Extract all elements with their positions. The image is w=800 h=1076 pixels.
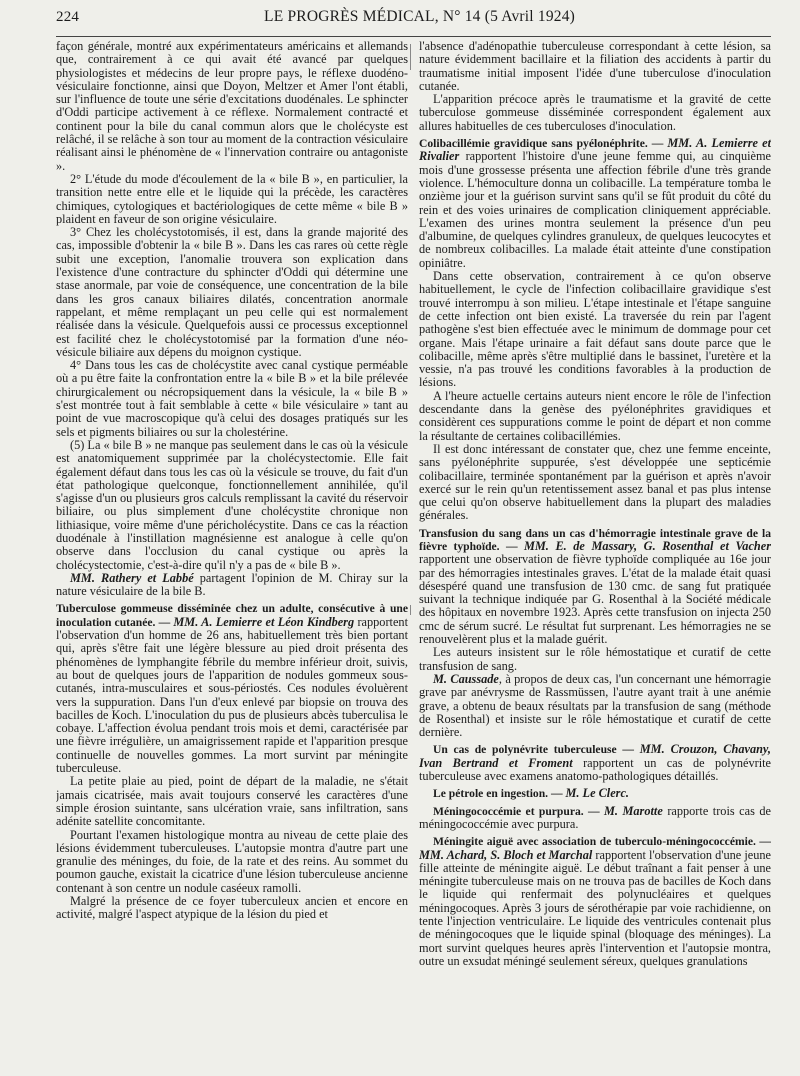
section-heading: Tuberculose gommeuse disséminée chez un adulte, consécutive à une inoculation cutanée. — — [56, 602, 408, 629]
author-names: MM. Crouzon, Chavany, Ivan Bertrand et Froment — [419, 742, 771, 770]
section-heading: Le pétrole en ingestion. — — [433, 787, 566, 801]
paragraph: La petite plaie au pied, point de départ de la maladie, ne s'était jamais cicatrisée, mais avait toujours conservé les caractères d'une simple érosion suintante, sans ulcération vraie, sans infiltration, sans adénite satellite concomitante. — [56, 774, 408, 829]
section-colibacillemie — [419, 137, 771, 270]
column-separator-top — [410, 44, 411, 70]
section-polynevrite — [419, 743, 771, 783]
paragraph: Il est donc intéressant de constater que, chez une femme enceinte, sans pyélonéphrite suppurée, s'est développée une septicémie colibacillaire, terminée spontanément par la guérison et après n'avoir exercé sur le rein qu'un retentissement assez banal et pas plus intense que celui qu'on observe habituellement dans la plupart des maladies générales. — [419, 441, 771, 523]
paragraph-text: rapportent l'observation d'un homme de 26 ans, habituellement très bien portant qui, après s'être fait une légère blessure au pied droit présenta des phénomènes de lymphangite fébrile du membre inférieur droit, suivis, au bout de quelques jours de l'apparition de nodules gommeux sous-cutanés, intra-musculaires et sous-périostés. Ces nodules évoluèrent vers la suppuration. Dans l'un d'eux enlevé par biopsie on trouva des bacilles de Koch. L'inoculation du pus de plusieurs abcès tuberculisa le cobaye. L'affection évolua pendant trois mois et demi, caractérisée par une fièvre irrégulière, un amaigrissement rapide et l'apparition presque continuelle de nouvelles gommes. La mort survint par méningite tuberculeuse. — [56, 614, 408, 776]
paragraph: Pourtant l'examen histologique montra au niveau de cette plaie des lésions évidemment tuberculeuses. L'autopsie montra d'autre part une granulie des méninges, du foie, de la rate et des reins. Au sommet du poumon gauche, existait la cicatrice d'une lésion tuberculeuse ancienne contenant à son centre un nodule caséeux ramolli. — [56, 827, 408, 895]
paragraph-text: , à propos de deux cas, l'un concernant une hémorragie grave par anévrysme de Rassmüssen, l'autre ayant trait à une anémie grave, a obtenu de beaux résultats par la transfusion de sang (méthode de Rosenthal) et insiste sur le rôle hémostatique et curatif de cette dernière. — [419, 671, 771, 740]
paragraph: Malgré la présence de ce foyer tuberculeux ancien et encore en activité, malgré l'aspect atypique de la lésion du pied et — [56, 894, 408, 922]
section-heading: Méningococcémie et purpura. — — [433, 804, 604, 818]
running-header — [56, 4, 760, 30]
author-names: M. Caussade — [433, 671, 499, 686]
paragraph: l'absence d'adénopathie tuberculeuse correspondant à cette lésion, sa nature évidemment bacillaire et la filiation des accidents à partir du traumatisme initial imposent l'idée d'une tuberculose d'inoculation cutanée. — [419, 40, 771, 93]
paragraph: (5) La « bile B » ne manque pas seulement dans le cas où la vésicule est anatomiquement supprimée par la cholécystectomie. Elle fait également défaut dans tous les cas où la vésicule se trouve, du fait d'un état pathologique quelconque, fonctionnellement annihilée, qu'il s'agisse d'un ou plusieurs gros calculs remplissant la cavité du réservoir biliaire, ou plus simplement d'une cholécystite chronique non lithiasique, voire même d'une péricholécystite. Dans ce cas la réaction duodénale à l'instillation magnésienne est analogue à celle qu'on observe dans l'occlusion du canal cystique ou après la cholécystectomie, c'est-à-dire qu'il n'y a pas de « bile B ». — [56, 437, 408, 572]
section-transfusion — [419, 527, 771, 647]
section-heading: Un cas de polynévrite tuberculeuse — — [433, 743, 640, 757]
section-petrole — [419, 787, 771, 800]
author-names: MM. A. Lemierre et Rivalier — [419, 136, 771, 164]
header-rule — [56, 36, 771, 37]
author-names: M. Le Clerc. — [565, 786, 629, 801]
section-heading: Méningite aiguë avec association de tuberculo-méningococcémie. — — [433, 835, 771, 849]
author-names: MM. Rathery et Labbé — [70, 570, 194, 585]
paragraph-text: partagent l'opinion de M. Chiray sur la nature vésiculaire de la bile B. — [56, 570, 408, 599]
column-separator-mark — [410, 605, 411, 615]
paragraph: 4° Dans tous les cas de cholécystite avec canal cystique perméable où a pu être faite la confrontation entre la « bile B » et la bile prélevée chirurgicalement ou nécropsiquement dans la vésicule, la « bile B » s'est montrée tout à fait semblable à cette « bile vésiculaire » tant au point de vue macroscopique qu'à celui des dosages pratiqués sur les sels et pigments biliaires ou sur la cholestérine. — [56, 358, 408, 439]
paragraph — [56, 572, 408, 599]
paragraph-text: rapportent l'histoire d'une jeune femme qui, au cinquième mois d'une grossesse présenta une affection fébrile d'une très grande violence. L'hémoculture donna un colibacille. La température tomba le onzième jour et la guérison survint sans qu'il se fût produit du côté du rein et des voies urinaires de complication cliniquement appréciable. L'examen des urines montra seulement la présence d'un peu d'albumine, de quelques cylindres granuleux, de quelques leucocytes et de nombreux colibacilles. La malade était atteinte d'une constipation opiniâtre. — [419, 149, 771, 270]
section-meningococcemie — [419, 805, 771, 832]
right-column — [419, 40, 771, 1070]
author-names: MM. A. Lemierre et Léon Kindberg — [173, 614, 355, 629]
paragraph: Dans cette observation, contrairement à ce qu'on observe habituellement, le cycle de l'infection colibacillaire gravidique s'est trouvé interrompu à son milieu. L'étape intestinale et l'étape sanguine de cette infection ont bien existé. La traversée du rein par l'agent pathogène s'est bien effectuée avec le minimum de dommage pour cet organe. Mais l'étape urinaire a fait défaut sans doute parce que le colibacille, même après s'être multiplié dans le bassinet, l'uretère et la vessie, n'a pas trouvé les conditions favorables à la production de lésions. — [419, 269, 771, 390]
paragraph-text: rapportent une observation de fièvre typhoïde compliquée au 16e jour par des hémorragies intestinales graves. L'état de la malade était quasi désespéré quand une transfusion de 130 cmc. de sang fut pratiquée suivant la technique indiquée par G. Rosenthal à la Société médicale des hôpitaux en novembre 1923. Après cette transfusion on injecta 250 cmc de sérum sucré. Le résultat fut surprenant. Les hémorragies ne se renouvelèrent plus et la malade guérit. — [419, 552, 771, 647]
paragraph: 3° Chez les cholécystotomisés, il est, dans la grande majorité des cas, impossible d'obtenir la « bile B ». Dans les cas rares où cette règle subit une exception, l'anomalie trouvera son explication dans l'existence d'une contracture du sphincter d'Oddi qui détermine une stase anormale, par voie de conséquence, une concentration de la bile dans les gros canaux biliaires dilatés, concentration anormale rappelant, et même remplaçant un peu celle qui est normalement réalisée dans la vésicule. Quelquefois aussi ce processus exceptionnel est facilité chez le cholécystotomisé par la formation d'une néo-vésicule biliaire aux dépens du moignon cystique. — [56, 225, 408, 359]
author-names: MM. Achard, S. Bloch et Marchal — [419, 847, 593, 862]
left-column — [56, 40, 408, 1070]
section-heading: Transfusion du sang dans un cas d'hémorragie intestinale grave de la fièvre typhoïde. — — [419, 526, 771, 553]
section-heading: Colibacillémie gravidique sans pyélonéphrite. — — [419, 137, 668, 151]
paragraph — [419, 673, 771, 739]
paragraph-text: rapporte trois cas de méningococcémie avec purpura. — [419, 803, 771, 831]
section-meningite — [419, 835, 771, 968]
paragraph: L'apparition précoce après le traumatisme et la gravité de cette tuberculose gommeuse disséminée correspondent également aux allures habituelles de ces tuberculoses d'inoculation. — [419, 92, 771, 133]
paragraph: Les auteurs insistent sur le rôle hémostatique et curatif de cette transfusion de sang. — [419, 645, 771, 673]
paragraph-text: rapportent l'observation d'une jeune fille atteinte de méningite aiguë. Le début traînant a fait penser à une méningite tuberculeuse mais on ne trouva pas de bacilles de Koch dans le liquide qui renfermait des polynucléaires et quelques méningocoques. Après 3 jours de sérothérapie par voie rachidienne, on tente l'injection ventriculaire. Le liquide des ventricules contenait plus de méningocoques que le liquide spinal (bloquage des méninges). La mort survint quelques heures après l'intervention et l'autopsie montra, outre un exsudat méningé seulement séreux, quelques granulations — [419, 847, 771, 968]
paragraph: 2° L'étude du mode d'écoulement de la « bile B », en particulier, la transition nette entre elle et le liquide qui la précède, les caractères chimiques, cytologiques et bactériologiques de cette même « bile B » plaident en faveur de son origine vésiculaire. — [56, 171, 408, 226]
section-tuberculose — [56, 602, 408, 775]
author-names: M. Marotte — [603, 803, 663, 818]
paragraph-text: rapportent un cas de polynévrite tuberculeuse avec examens anatomo-pathologiques détaillés. — [419, 755, 771, 784]
author-names: MM. E. de Massary, G. Rosenthal et Vacher — [523, 538, 771, 553]
page-number: 224 — [56, 8, 80, 25]
paragraph: A l'heure actuelle certains auteurs nient encore le rôle de l'infection descendante dans la genèse des pyélonéphrites gravidiques et considèrent ces suppurations comme le point de départ et non comme la résultante de certaines colibacillémies. — [419, 388, 771, 443]
paragraph: façon générale, montré aux expérimentateurs américains et allemands que, contrairement à ce qui avait été avancé par quelques physiologistes et médecins de leur propre pays, le réflexe duodéno-vésiculaire fonctionne, ainsi que Doyon, Meltzer et Amer l'ont établi, sur l'influence de toute une série d'excitations duodénales. Le sphincter d'Oddi participe activement à ce réflexe. Normalement contracté et continent pour la bile du canal commun alors que le cholécyste est relâché, il se relâche à son tour au moment de la contraction vésiculaire réalisant ainsi le phénomène de « l'innervation contraire ou antagoniste ». — [56, 40, 408, 173]
journal-title: LE PROGRÈS MÉDICAL, N° 14 (5 Avril 1924) — [264, 8, 576, 25]
